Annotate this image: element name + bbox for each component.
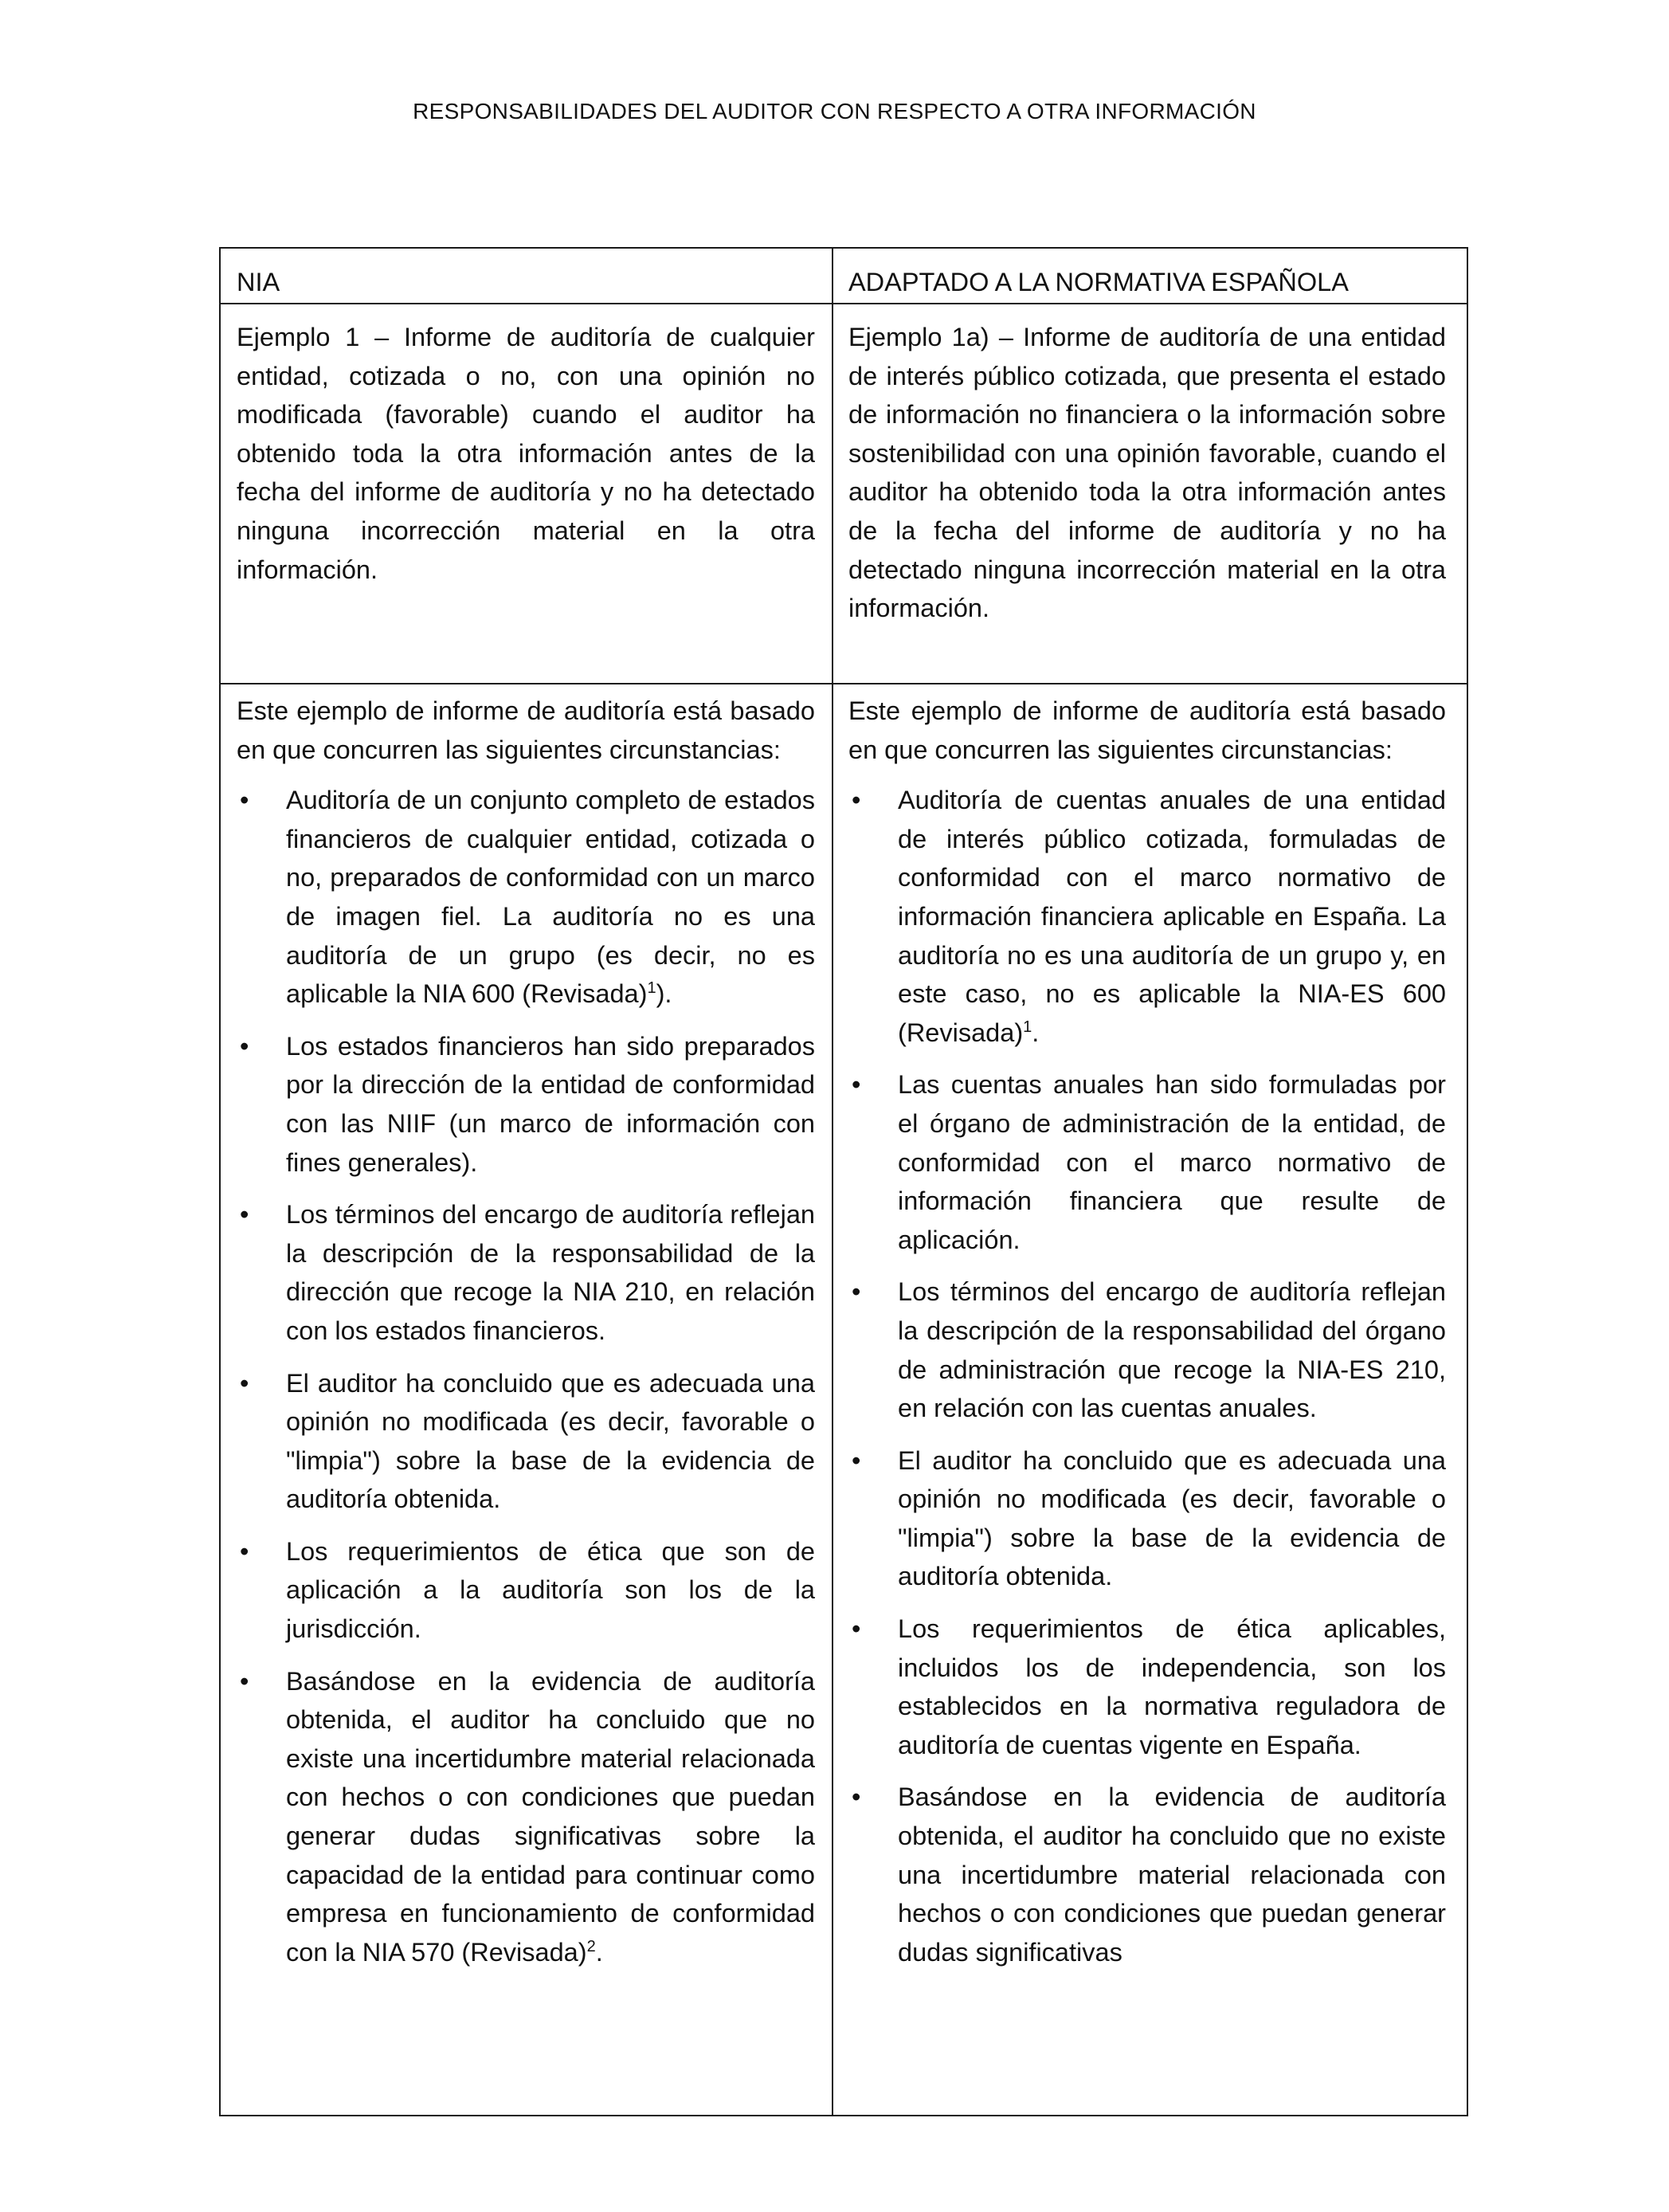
list-item-text: Los requerimientos de ética que son de aplicación a la auditoría son los de la jurisdicción. bbox=[286, 1536, 815, 1644]
row-divider-header bbox=[221, 303, 1467, 304]
list-item-text: Basándose en la evidencia de auditoría obtenida, el auditor ha concluido que no existe una incertidumbre material relacionada con hechos o con condiciones que puedan generar dudas significativas bbox=[898, 1783, 1446, 1967]
list-item-text: Los estados financieros han sido preparados por la dirección de la entidad de conformidad con las NIIF (un marco de información con fines generales). bbox=[286, 1031, 815, 1177]
row-divider-title bbox=[221, 683, 1467, 684]
list-item-text: Auditoría de un conjunto completo de estados financieros de cualquier entidad, cotizada o no, preparados de conformidad con un marco de imagen fiel. La auditoría no es una auditoría de un grupo (es decir, no es aplicable la NIA 600 (Revisada) bbox=[286, 786, 815, 1009]
footnote-ref: 1 bbox=[1023, 1018, 1032, 1036]
list-item bbox=[848, 1273, 1446, 1427]
list-item-text: Los términos del encargo de auditoría reflejan la descripción de la responsabilidad de la dirección que recoge la NIA 210, en relación con los estados financieros. bbox=[286, 1200, 815, 1345]
bullet-icon: • bbox=[852, 1070, 861, 1100]
list-item-text-end: . bbox=[595, 1937, 603, 1967]
list-item bbox=[848, 1441, 1446, 1596]
bullet-icon: • bbox=[852, 786, 861, 815]
circumstances-nia bbox=[237, 692, 815, 1985]
bullet-icon: • bbox=[240, 1031, 249, 1061]
list-item-text: Los términos del encargo de auditoría reflejan la descripción de la responsabilidad del órgano de administración que recoge la NIA-ES 210, en relación con las cuentas anuales. bbox=[898, 1277, 1446, 1423]
list-item bbox=[848, 1065, 1446, 1259]
list-item-text: Auditoría de cuentas anuales de una entidad de interés público cotizada, formuladas de conformidad con el marco normativo de información financiera aplicable en España. La auditoría no es una auditoría de un grupo y, en este caso, no es aplicable la NIA-ES 600 (Revisada) bbox=[898, 786, 1446, 1047]
list-item-text: El auditor ha concluido que es adecuada una opinión no modificada (es decir, favorable o "limpia") sobre la base de la evidencia de auditoría obtenida. bbox=[898, 1445, 1446, 1591]
list-item-text: Los requerimientos de ética aplicables, incluidos los de independencia, son los establecidos en la normativa reguladora de auditoría de cuentas vigente en España. bbox=[898, 1614, 1446, 1759]
list-item-text: El auditor ha concluido que es adecuada una opinión no modificada (es decir, favorable o "limpia") sobre la base de la evidencia de auditoría obtenida. bbox=[286, 1368, 815, 1514]
bullet-icon: • bbox=[852, 1614, 861, 1644]
circumstances-list bbox=[848, 781, 1446, 1971]
example-title-spanish: Ejemplo 1a) – Informe de auditoría de una entidad de interés público cotizada, que presenta el estado de información no financiera o la información sobre sostenibilidad con una opinión favorable, cuando el auditor ha obtenido toda la otra información antes de la fecha del informe de auditoría y no ha detectado ninguna incorrección material en la otra información. bbox=[848, 323, 1446, 623]
bullet-icon: • bbox=[852, 1277, 861, 1307]
circumstances-intro: Este ejemplo de informe de auditoría está basado en que concurren las siguientes circunstancias: bbox=[237, 696, 815, 764]
bullet-icon: • bbox=[240, 1200, 249, 1230]
bullet-icon: • bbox=[240, 1536, 249, 1566]
list-item-text-end: . bbox=[1032, 1018, 1040, 1047]
list-item bbox=[848, 1778, 1446, 1971]
example-title-nia: Ejemplo 1 – Informe de auditoría de cualquier entidad, cotizada o no, con una opinión no modificada (favorable) cuando el auditor ha obtenido toda la otra información antes de la fecha del informe de auditoría y no ha detectado ninguna incorrección material en la otra información. bbox=[237, 323, 815, 584]
header-spanish-adaptation: ADAPTADO A LA NORMATIVA ESPAÑOLA bbox=[848, 268, 1349, 296]
header-nia: NIA bbox=[237, 268, 280, 296]
bullet-icon: • bbox=[852, 1783, 861, 1812]
column-divider bbox=[832, 249, 833, 2115]
bullet-icon: • bbox=[240, 1666, 249, 1696]
bullet-icon: • bbox=[240, 786, 249, 815]
list-item-text: Basándose en la evidencia de auditoría obtenida, el auditor ha concluido que no existe una incertidumbre material relacionada con hechos o con condiciones que puedan generar dudas significativas sobre la capacidad de la entidad para continuar como empresa en funcionamiento de conformidad con la NIA 570 (Revisada) bbox=[286, 1666, 815, 1967]
page-title: RESPONSABILIDADES DEL AUDITOR CON RESPECTO A OTRA INFORMACIÓN bbox=[413, 99, 1256, 124]
circumstances-list bbox=[237, 781, 815, 1971]
list-item bbox=[237, 1364, 815, 1519]
list-item bbox=[237, 1532, 815, 1649]
circumstances-spanish bbox=[848, 692, 1446, 1985]
footnote-ref: 1 bbox=[647, 979, 656, 998]
bullet-icon: • bbox=[852, 1445, 861, 1475]
list-item bbox=[237, 781, 815, 1014]
list-item bbox=[237, 1027, 815, 1182]
list-item bbox=[237, 1195, 815, 1350]
comparison-table bbox=[219, 247, 1468, 2116]
list-item-text-end: ). bbox=[656, 979, 672, 1009]
list-item-text: Las cuentas anuales han sido formuladas por el órgano de administración de la entidad, de conformidad con el marco normativo de información financiera que resulte de aplicación. bbox=[898, 1070, 1446, 1254]
list-item bbox=[848, 781, 1446, 1052]
list-item bbox=[237, 1662, 815, 1972]
footnote-ref: 2 bbox=[586, 1937, 596, 1955]
bullet-icon: • bbox=[240, 1368, 249, 1398]
circumstances-intro: Este ejemplo de informe de auditoría está basado en que concurren las siguientes circunstancias: bbox=[848, 696, 1446, 764]
list-item bbox=[848, 1610, 1446, 1764]
